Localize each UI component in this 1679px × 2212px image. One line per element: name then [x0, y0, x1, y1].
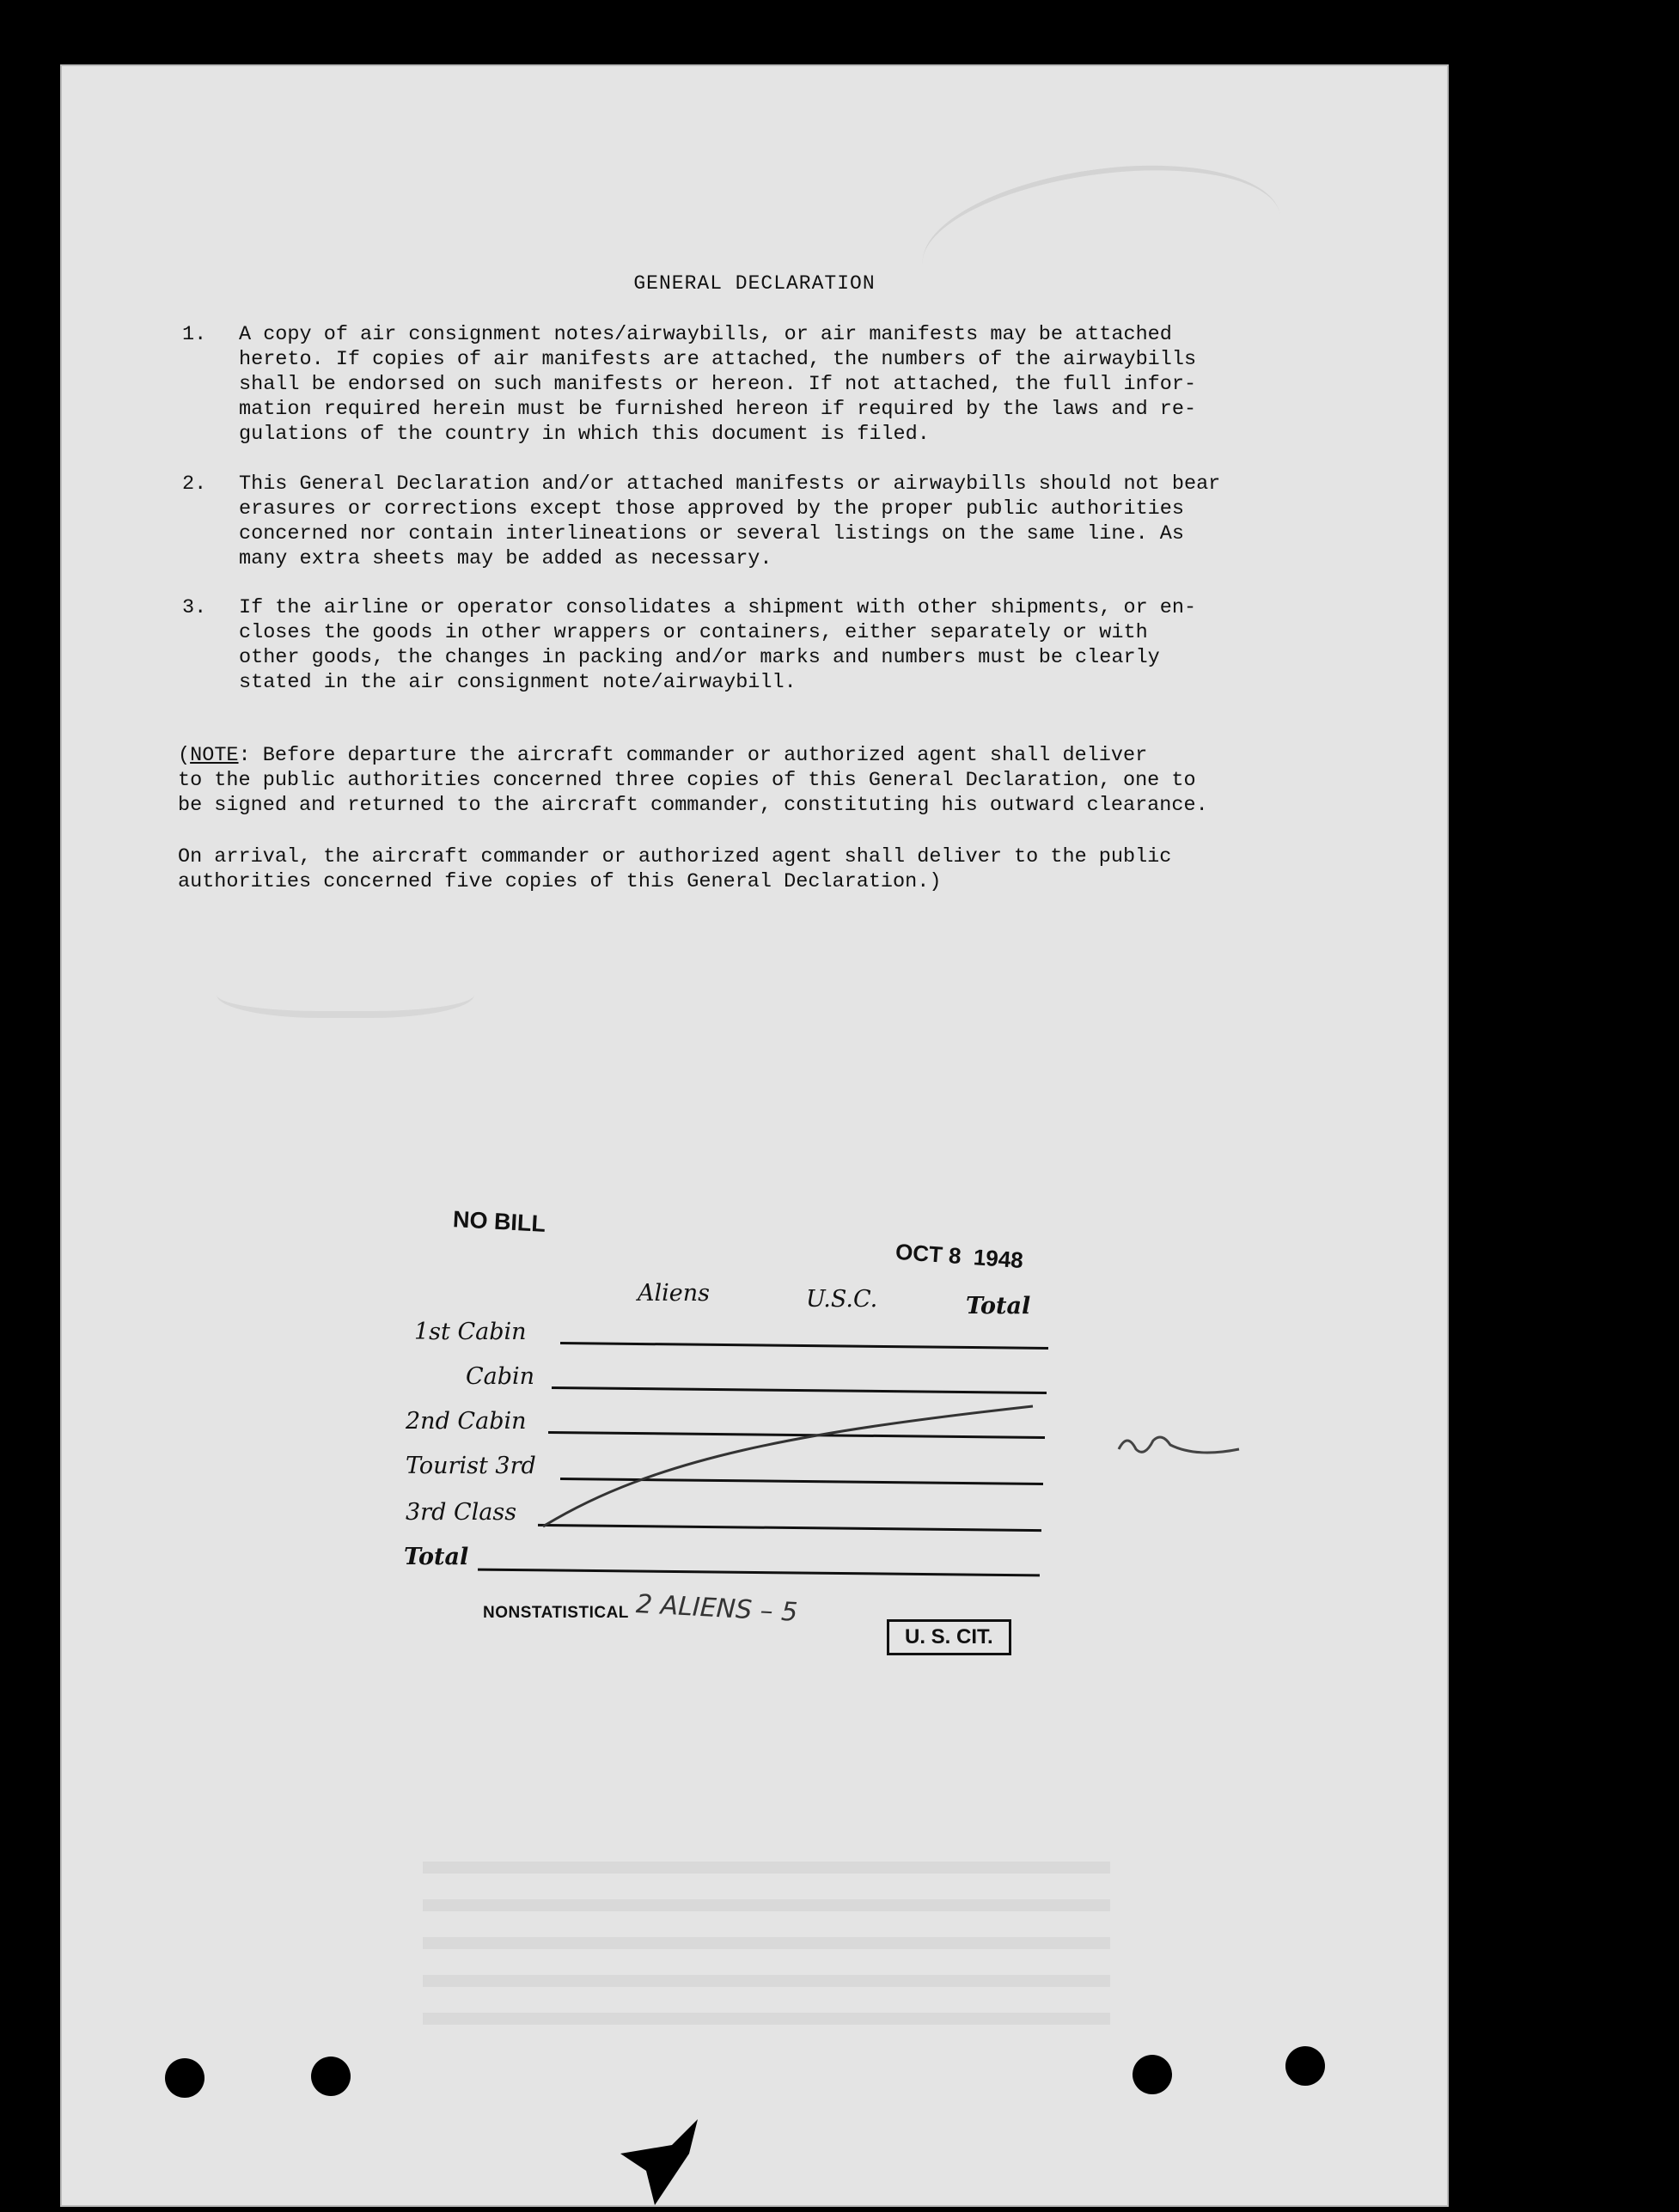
punch-hole: [1285, 2046, 1325, 2086]
document-page: [60, 64, 1449, 2207]
column-usc: U.S.C.: [806, 1286, 878, 1313]
row-second-cabin: 2nd Cabin: [406, 1408, 527, 1435]
item-number: 1.: [182, 323, 207, 346]
us-citizen-box: U. S. CIT.: [887, 1619, 1011, 1655]
column-aliens: Aliens: [638, 1280, 710, 1307]
note-arrival: On arrival, the aircraft commander or authorized agent shall deliver to the public authorities concerned five copies of this General Declaration.): [178, 845, 1172, 893]
note-prefix: (: [178, 744, 191, 767]
note-departure: [178, 743, 1381, 818]
note-paragraph-1: : Before departure the aircraft commander or authorized agent shall deliver to the public authorities concerned three copies of this General Declaration, one to be signed and returned to the aircraft commander, constituting his outward clearance.: [178, 744, 1208, 817]
declaration-item-3: [182, 595, 1385, 698]
note-label: NOTE: [190, 744, 239, 767]
row-line: [560, 1342, 1048, 1350]
document-title: GENERAL DECLARATION: [633, 272, 876, 295]
date-stamp: OCT 8 1948: [894, 1238, 1024, 1274]
bleed-through-mark: [913, 145, 1290, 337]
pen-stroke: [526, 1398, 1041, 1535]
punch-hole: [165, 2058, 205, 2098]
bleed-through-mark: [217, 960, 474, 1018]
punch-hole: [311, 2057, 351, 2096]
item-number: 2.: [182, 472, 207, 496]
row-line: [552, 1386, 1047, 1394]
row-first-cabin: 1st Cabin: [414, 1319, 527, 1345]
nonstatistical-stamp: NONSTATISTICAL: [483, 1604, 629, 1622]
row-tourist-third: Tourist 3rd: [406, 1453, 536, 1479]
punch-hole: [1133, 2055, 1172, 2094]
declaration-item-1: [182, 322, 1385, 451]
row-cabin: Cabin: [466, 1363, 535, 1390]
row-third-class: 3rd Class: [406, 1499, 517, 1526]
item-text: A copy of air consignment notes/airwaybills, or air manifests may be attached hereto. If copies of air manifests are attached, the numbers of the airwaybills shall be endorsed on such manifests or hereon. If not attached, the full infor- mation required herein must be furnished hereon if required by the laws and re- gulations of the country in which this document is filed.: [239, 323, 1197, 446]
no-bill-stamp: NO BILL: [452, 1206, 546, 1237]
item-text: This General Declaration and/or attached manifests or airwaybills should not bear erasures or corrections except those approved by the proper public authorities concerned nor contain interlineations or several listings on the same line. As many extra sheets may be added as necessary.: [239, 472, 1221, 570]
item-text: If the airline or operator consolidates a shipment with other shipments, or en- closes the goods in other wrappers or containers, either separately or with other goods, the changes in packing and/or marks and numbers must be clearly stated in the air consignment note/airwaybill.: [239, 596, 1197, 694]
bleed-through-mark: [423, 1862, 1110, 2051]
row-line: [478, 1569, 1040, 1577]
torn-edge-mark: [620, 2119, 723, 2205]
handwritten-alien-count: 2 ALIENS – 5: [635, 1589, 799, 1628]
row-total: Total: [404, 1544, 469, 1570]
column-total: Total: [966, 1293, 1031, 1319]
declaration-item-2: [182, 472, 1385, 575]
margin-handwriting-mark: [1110, 1423, 1248, 1475]
item-number: 3.: [182, 596, 207, 619]
